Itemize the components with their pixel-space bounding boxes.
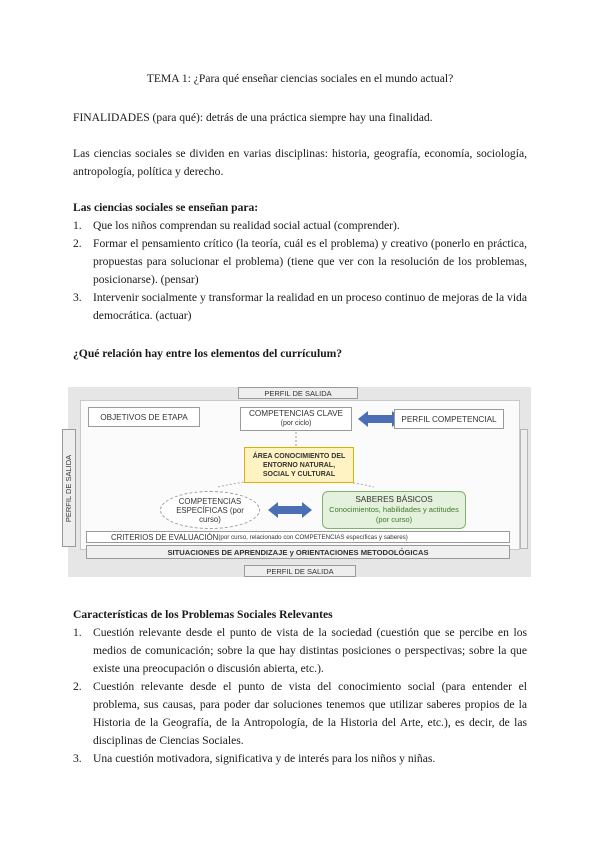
- list-item-text: Intervenir socialmente y transformar la realidad en un proceso continuo de mejoras de la vida democrática. (actuar): [93, 291, 527, 322]
- list-item-text: Cuestión relevante desde el punto de vista del conocimiento social (para entender el problema, sus causas, para poder dar soluciones tenemos que utilizar saberes propios de la Historia de la Geografía, de la Antropología, de la Historia del Arte, etc.), es decir, de las disciplinas de Ciencias Sociales.: [93, 680, 527, 747]
- ensenan-list: [73, 217, 527, 325]
- problemas-heading: Características de los Problemas Sociales Relevantes: [73, 608, 333, 621]
- competencias-clave-label: COMPETENCIAS CLAVE: [248, 409, 344, 418]
- double-arrow-middle-icon: [268, 500, 312, 520]
- criterios-main: CRITERIOS DE EVALUACIÓN: [111, 532, 219, 542]
- list-item: [73, 678, 527, 750]
- list-item: [73, 217, 527, 235]
- curriculum-heading: ¿Qué relación hay entre los elementos del currículum?: [73, 347, 343, 360]
- list-item: [73, 289, 527, 325]
- situaciones-box: SITUACIONES DE APRENDIZAJE y ORIENTACIONES METODOLÓGICAS: [86, 545, 510, 559]
- list-item-text: Cuestión relevante desde el punto de vista de la sociedad (cuestión que se percibe en los medios de comunicación; sobre la que hay distintas posiciones o perspectivas; sobre la que existe una preocupación o discusión abierta, etc.).: [93, 626, 527, 675]
- criterios-sub: (por curso, relacionado con COMPETENCIAS específicas y saberes): [218, 533, 408, 541]
- perfil-salida-bottom-label: PERFIL DE SALIDA: [244, 565, 356, 577]
- list-item-text: Una cuestión motivadora, significativa y de interés para los niños y niñas.: [93, 752, 436, 765]
- ensenan-heading: Las ciencias sociales se enseñan para:: [73, 201, 259, 214]
- saberes-basicos-box: [322, 491, 466, 529]
- perfil-salida-top-label: PERFIL DE SALIDA: [238, 387, 358, 399]
- finalidades-paragraph: FINALIDADES (para qué): detrás de una práctica siempre hay una finalidad.: [73, 111, 433, 124]
- objetivos-box: OBJETIVOS DE ETAPA: [88, 407, 200, 427]
- list-item-number: 2.: [73, 680, 82, 693]
- perfil-salida-side-label: PERFIL DE SALIDA: [64, 454, 74, 522]
- list-item-text: Formar el pensamiento crítico (la teoría, cuál es el problema) y creativo (ponerlo en práctica, propuestas para solucionar el problema) (tiene que ver con la resolución de los problemas, posicionarse). (pensar): [93, 237, 527, 286]
- list-item: [73, 624, 527, 678]
- list-item-text: Que los niños comprendan su realidad social actual (comprender).: [93, 219, 400, 232]
- list-item-number: 3.: [73, 752, 82, 765]
- list-item: [73, 750, 527, 768]
- saberes-basicos-sub: Conocimientos, habilidades y actitudes (por curso): [329, 505, 459, 524]
- list-item-number: 2.: [73, 237, 82, 250]
- list-item-number: 1.: [73, 626, 82, 639]
- list-item: [73, 235, 527, 289]
- competencias-especificas-oval: COMPETENCIAS ESPECÍFICAS (por curso): [160, 491, 260, 529]
- competencias-clave-sub: (por ciclo): [280, 420, 312, 427]
- saberes-basicos-title: SABERES BÁSICOS: [355, 495, 433, 504]
- curriculum-diagram: [64, 387, 531, 577]
- area-conocimiento-box: ÁREA CONOCIMIENTO DEL ENTORNO NATURAL, SOCIAL Y CULTURAL: [244, 447, 354, 483]
- list-item-number: 1.: [73, 219, 82, 232]
- list-item-number: 3.: [73, 291, 82, 304]
- perfil-competencial-box: PERFIL COMPETENCIAL: [394, 409, 504, 429]
- criterios-box: [86, 531, 510, 543]
- problemas-list: [73, 624, 527, 768]
- page-title: TEMA 1: ¿Para qué enseñar ciencias sociales en el mundo actual?: [146, 72, 454, 85]
- disciplinas-paragraph: Las ciencias sociales se dividen en varias disciplinas: historia, geografía, economía, sociología, antropología, política y derecho.: [73, 147, 527, 178]
